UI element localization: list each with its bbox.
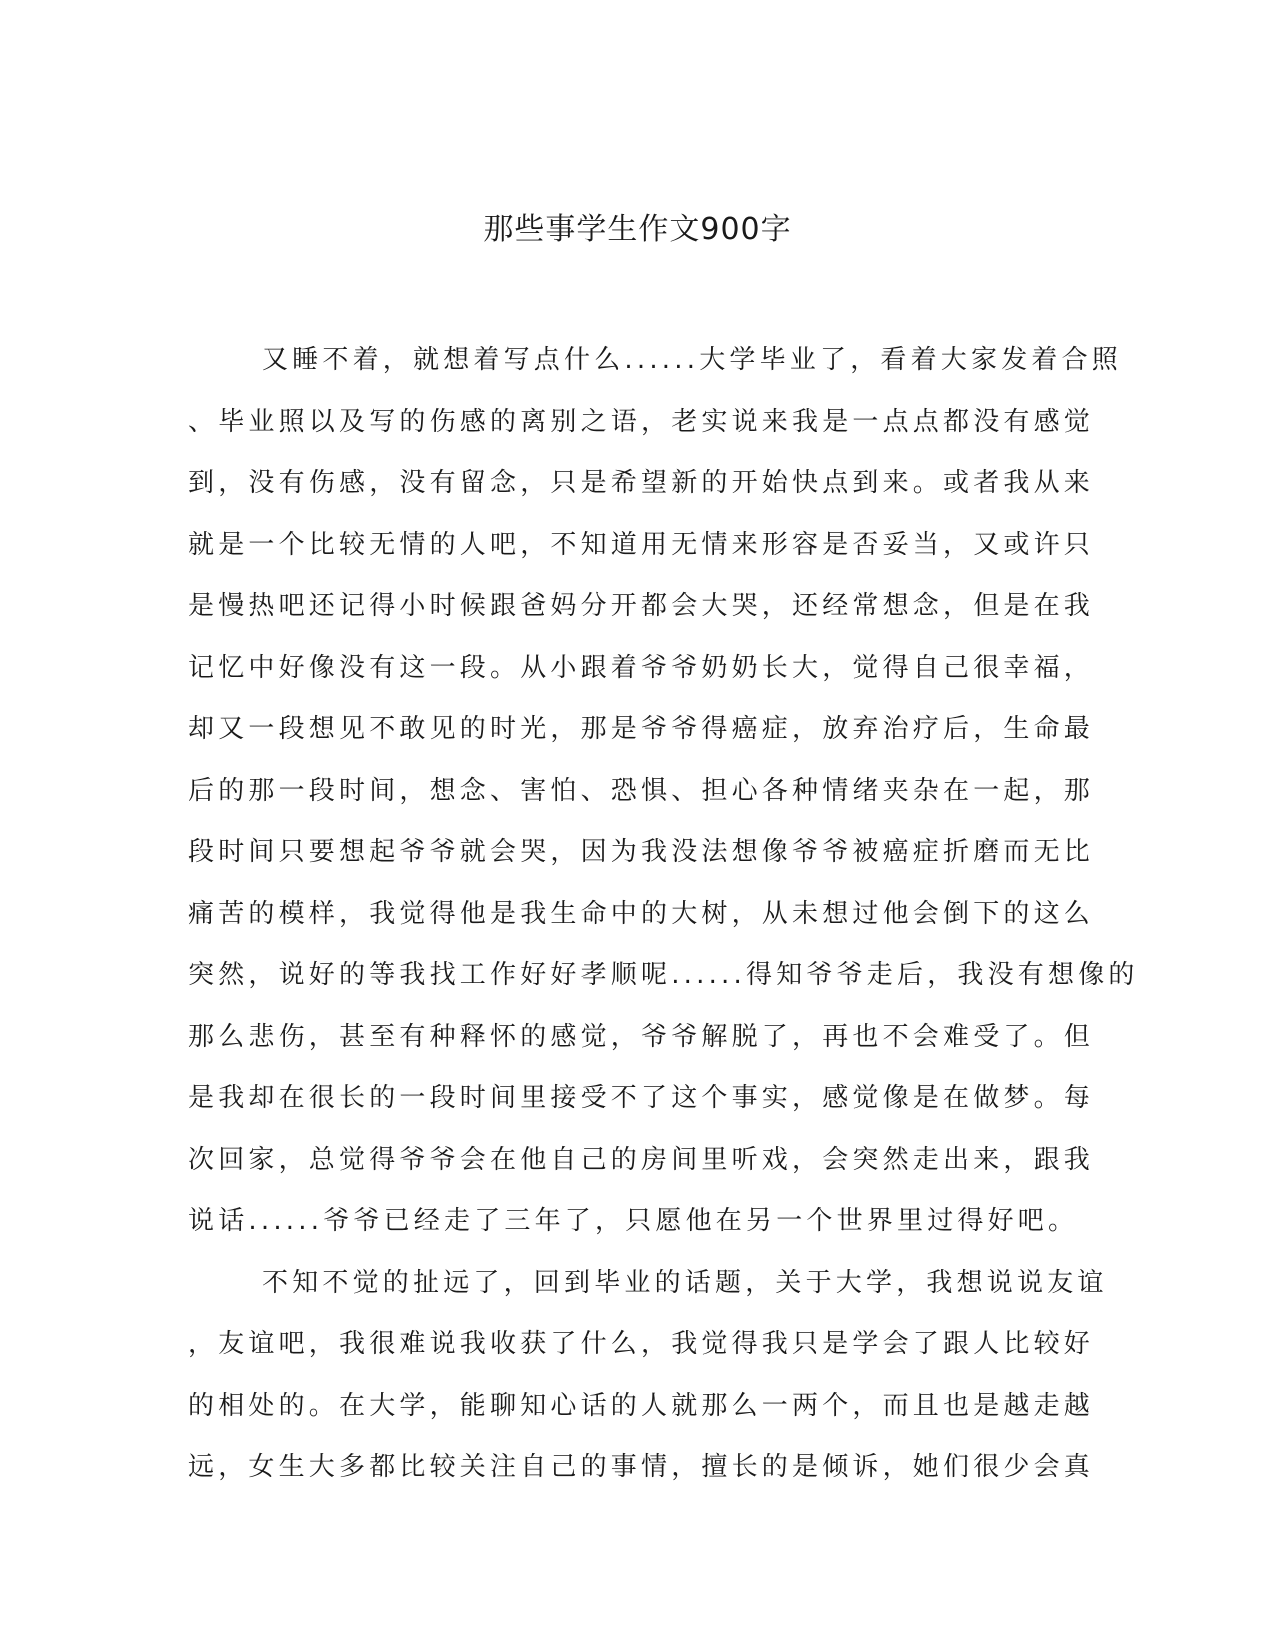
text-line: 突然，说好的等我找工作好好孝顺呢......得知爷爷走后，我没有想像的	[188, 960, 1139, 990]
document-body	[188, 330, 1139, 1499]
paragraph-1	[188, 330, 1139, 1253]
text-line: 、毕业照以及写的伤感的离别之语，老实说来我是一点点都没有感觉	[188, 406, 1095, 437]
text-line: ，友谊吧，我很难说我收获了什么，我觉得我只是学会了跟人比较好	[188, 1329, 1095, 1359]
text-line: 那么悲伤，甚至有种释怀的感觉，爷爷解脱了，再也不会难受了。但	[188, 1021, 1095, 1052]
text-line: 后的那一段时间，想念、害怕、恐惧、担心各种情绪夹杂在一起，那	[188, 775, 1095, 806]
text-line: 说话......爷爷已经走了三年了，只愿他在另一个世界里过得好吧。	[188, 1206, 1079, 1236]
text-line: 次回家，总觉得爷爷会在他自己的房间里听戏，会突然走出来，跟我	[188, 1144, 1095, 1175]
document-title: 那些事学生作文900字	[483, 212, 792, 247]
text-line: 不知不觉的扯远了，回到毕业的话题，关于大学，我想说说友谊	[262, 1267, 1108, 1298]
text-line: 远，女生大多都比较关注自己的事情，擅长的是倾诉，她们很少会真	[188, 1452, 1095, 1482]
text-line: 是我却在很长的一段时间里接受不了这个事实，感觉像是在做梦。每	[188, 1083, 1095, 1113]
text-line: 又睡不着，就想着写点什么......大学毕业了，看着大家发着合照	[262, 345, 1122, 375]
text-line: 是慢热吧还记得小时候跟爸妈分开都会大哭，还经常想念，但是在我	[188, 591, 1095, 621]
paragraph-2	[188, 1253, 1108, 1499]
text-line: 段时间只要想起爷爷就会哭，因为我没法想像爷爷被癌症折磨而无比	[188, 837, 1095, 867]
text-line: 到，没有伤感，没有留念，只是希望新的开始快点到来。或者我从来	[188, 468, 1095, 498]
text-line: 痛苦的模样，我觉得他是我生命中的大树，从未想过他会倒下的这么	[188, 898, 1095, 929]
text-line: 就是一个比较无情的人吧，不知道用无情来形容是否妥当，又或许只	[188, 529, 1095, 560]
text-line: 却又一段想见不敢见的时光，那是爷爷得癌症，放弃治疗后，生命最	[188, 714, 1095, 744]
text-line: 的相处的。在大学，能聊知心话的人就那么一两个，而且也是越走越	[188, 1390, 1095, 1421]
text-line: 记忆中好像没有这一段。从小跟着爷爷奶奶长大，觉得自己很幸福，	[188, 652, 1095, 683]
